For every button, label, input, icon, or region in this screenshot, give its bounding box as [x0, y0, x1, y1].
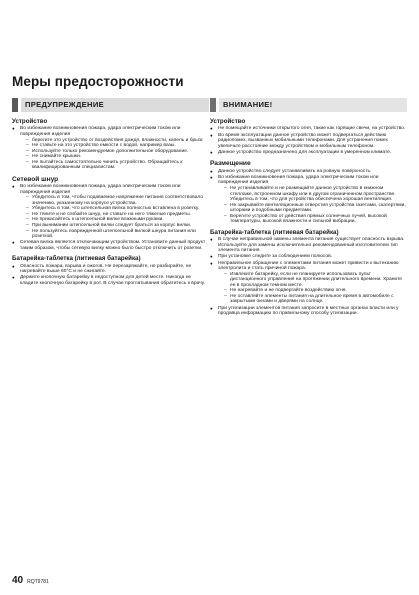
section-heading: Устройство — [12, 118, 48, 125]
sub-list-item: – Не прикасайтесь к штепсельной вилке влажными руками. — [20, 217, 209, 223]
sub-list-item: – Используйте только рекомендуемое дополнительное оборудование. — [20, 149, 209, 155]
page-title: Меры предосторожности — [12, 74, 184, 89]
list-item — [210, 261, 407, 305]
bullet-list — [12, 264, 209, 287]
list-item — [12, 184, 209, 239]
bullet-list — [12, 126, 209, 170]
list-item-text: В случае неправильной замены элемента питания существует опасность взрыва. Используйте для замены исключительно рекомендованный изготовителем тип элемента питания. — [218, 237, 405, 254]
sub-list-item: – берегите это устройство от воздействия дождя, влажности, капель и брызг. — [20, 138, 209, 144]
bullet-list — [210, 126, 407, 155]
sub-list-item: – Берегите устройство от действия прямых солнечных лучей, высокой температуры, высокой влажности и сильной вибрации. — [218, 214, 407, 225]
list-item — [210, 306, 407, 317]
list-item-text: Во избежание возникновения пожара, удара электрическим током или повреждения изделия — [20, 184, 181, 195]
list-item — [210, 175, 407, 225]
list-item-text: Не помещайте источники открытого огня, такие как горящие свечи, на устройство. — [218, 126, 406, 132]
sub-list-item: – Убедитесь в том, чтобы подаваемое напряжение питания соответствовало значению, указанному на корпусе устройства. — [20, 195, 209, 206]
section-heading: Размещение — [210, 160, 251, 168]
bullet-list — [12, 184, 209, 251]
sub-list-item: – Не ставьте на это устройство емкости с водой, например вазы. — [20, 143, 209, 149]
list-item-text: Во избежание возникновения пожара, удара электрическим током или повреждения изделия — [20, 126, 181, 137]
sub-list-item: – Не устанавливайте и не размещайте данное устройство в книжном стеллаже, встроенном шкафу или в другом ограниченном пространстве. Убедитесь в том, что для устройства обеспечена хорошая вентиляция. — [218, 186, 407, 203]
page-footer — [12, 575, 49, 586]
section-heading: Сетевой шнур — [12, 175, 59, 183]
list-item-text: Во время эксплуатации данное устройство может подвергаться действию радиопомех, вызванных мобильными телефонами. Для устранения помех увеличьте расстояние между устройством и мобильным телефоном. — [218, 132, 388, 149]
list-item — [12, 126, 209, 170]
bullet-list — [210, 237, 407, 316]
caution-column — [210, 98, 407, 317]
warning-banner — [12, 98, 209, 112]
sub-list-item: – Не тяните и не сгибайте шнур, не ставьте на него тяжелые предметы. — [20, 212, 209, 218]
list-item — [210, 237, 407, 254]
sub-list — [218, 186, 407, 225]
list-item — [12, 275, 209, 286]
list-item — [12, 264, 209, 275]
sub-list-item: – Не закрывайте вентиляционные отверстия устройства газетами, скатертями, шторами и подобными предметами. — [218, 203, 407, 214]
list-item-text: Данное устройство предназначено для эксплуатации в умеренном климате. — [218, 149, 392, 155]
list-item-text: Неправильное обращение с элементами питания может привести к вытеканию электролита и стать причиной пожара. — [218, 260, 399, 272]
list-item — [210, 133, 407, 150]
section-heading: Устройство — [210, 118, 246, 125]
sub-list-item: – Убедитесь в том, что штепсельная вилка полностью вставлена в розетку. — [20, 206, 209, 212]
sub-list-item: – При вынимании штепсельной вилки следует браться за корпус вилки. — [20, 223, 209, 229]
section-heading: Батарейка-таблетка (литиевая батарейка) — [12, 255, 141, 263]
sub-list-item: – Извлеките батарейку, если не планируете использовать пульт дистанционного управления на протяжении длительного времени. Храните ее в прохладном темном месте. — [218, 272, 407, 289]
sub-list — [20, 138, 209, 171]
list-item — [210, 169, 407, 175]
sub-list-item: – Не пользуйтесь поврежденной штепсельной вилкой шнура питания или розеткой. — [20, 229, 209, 240]
list-item-text: Опасность пожара, взрыва и ожогов. Не перезаряжайте, не разбирайте, не нагревайте выше 60°C и не сжигайте. — [20, 263, 192, 275]
sub-list-item: – Не нагревайте и не подвергайте воздействию огня. — [218, 288, 407, 294]
list-item-text: Сетевая вилка является отключающим устройством. Установите данный продукт таким образом, чтобы сетевую вилку можно было быстро отключить от розетки. — [20, 240, 206, 251]
list-item-text: При утилизации элементов питания запросите в местных органах власти или у продавца информацию по правильному способу утилизации. — [218, 305, 399, 317]
sub-list — [218, 272, 407, 305]
list-item — [210, 126, 407, 132]
list-item-text: При установке следите за соблюдением полюсов. — [218, 254, 333, 260]
page-number: 40 — [12, 575, 24, 586]
warning-banner-label: ПРЕДУПРЕЖДЕНИЕ — [21, 98, 209, 112]
sub-list — [20, 195, 209, 239]
document-code: RQT9781 — [27, 579, 49, 585]
warning-sections — [12, 118, 209, 287]
banner-marker — [210, 98, 216, 112]
sub-list-item: – Не оставляйте элементы питания на длительное время в автомобиле с закрытыми окнами и дверями на солнце. — [218, 294, 407, 305]
bullet-list — [210, 169, 407, 225]
list-item — [210, 254, 407, 260]
list-item-text: Данное устройство следует устанавливать на ровную поверхность. — [218, 168, 372, 174]
list-item-text: Во избежание возникновения пожара, удара электрическим током или повреждения изделия — [218, 174, 379, 186]
banner-marker — [12, 98, 18, 112]
sub-list-item: – Не снимайте крышки. — [20, 154, 209, 160]
section-heading: Батарейка-таблетка (литиевая батарейка) — [210, 228, 339, 236]
list-item — [12, 240, 209, 251]
list-item — [210, 150, 407, 156]
list-item-text: Держите кнопочную батарейку в недоступном для детей месте. Никогда не кладите кнопочную батарейку в рот. В случае проглатывания обратитесь к врачу. — [20, 275, 206, 286]
caution-sections — [210, 118, 407, 317]
caution-banner-label: ВНИМАНИЕ! — [219, 98, 407, 112]
sub-list-item: – Не пытайтесь самостоятельно чинить устройство. Обращайтесь к квалифицированным специалистам. — [20, 160, 209, 171]
caution-banner — [210, 98, 407, 112]
warning-column — [12, 98, 209, 287]
